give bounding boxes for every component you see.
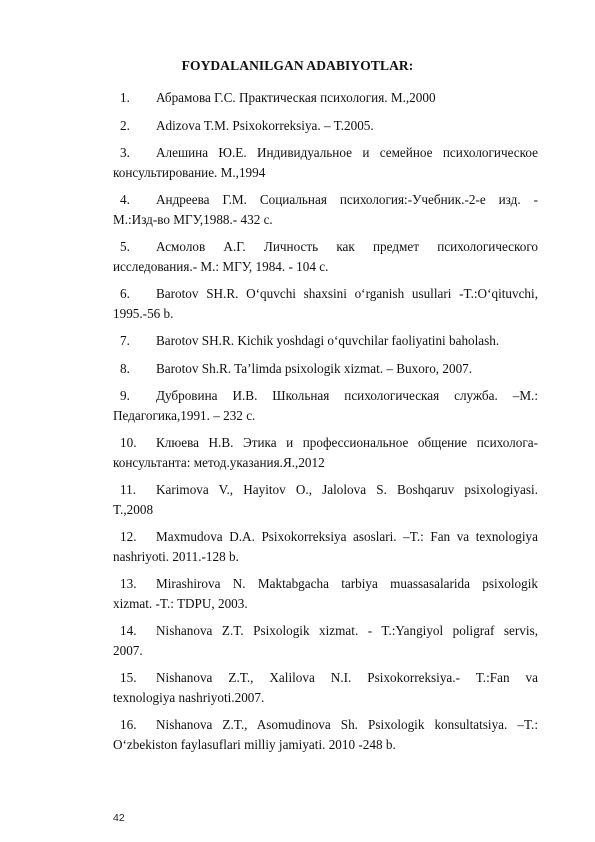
reference-text-continued: Педагогика,1991. – 232 с. xyxy=(113,407,256,423)
reference-number: 10. xyxy=(120,435,137,450)
reference-number: 15. xyxy=(120,670,137,685)
reference-number: 13. xyxy=(120,576,137,591)
reference-text-continued: nashriyoti. 2011.-128 b. xyxy=(113,548,239,564)
reference-item xyxy=(0,527,595,566)
reference-text-continued: texnologiya nashriyoti.2007. xyxy=(113,689,265,705)
reference-text: Barotov SH.R. O‘quvchi shaxsini o‘rganish usullari -T.:O‘qituvchi, xyxy=(156,286,538,301)
reference-number: 1. xyxy=(120,90,130,105)
reference-text: Nishanova Z.T., Asomudinova Sh. Psixologik konsultatsiya. –T.: xyxy=(156,717,538,732)
reference-item xyxy=(0,574,595,613)
reference-text-continued: 1995.-56 b. xyxy=(113,305,174,321)
reference-item xyxy=(0,480,595,519)
reference-text: Adizova T.M. Psixokorreksiya. – T.2005. xyxy=(156,117,374,133)
reference-item xyxy=(0,331,595,351)
reference-number: 4. xyxy=(120,192,130,207)
reference-text: Maxmudova D.A. Psixokorreksiya asoslari. –T.: Fan va texnologiya xyxy=(156,529,538,544)
reference-number: 12. xyxy=(120,529,137,544)
reference-text-continued: исследования.- М.: МГУ, 1984. - 104 с. xyxy=(113,258,329,274)
reference-item xyxy=(0,433,595,472)
reference-text: Karimova V., Hayitov O., Jalolova S. Boshqaruv psixologiyasi. xyxy=(156,482,538,497)
reference-number: 5. xyxy=(120,239,130,254)
reference-number: 2. xyxy=(120,117,130,133)
page-number: 42 xyxy=(113,812,125,824)
reference-text-continued: T.,2008 xyxy=(113,501,154,517)
reference-text-continued: 2007. xyxy=(113,642,143,658)
reference-text-continued: xizmat. -T.: TDPU, 2003. xyxy=(113,595,248,611)
reference-text-continued: O‘zbekiston faylasuflari milliy jamiyati. 2010 -248 b. xyxy=(113,736,396,752)
reference-text: Nishanova Z.T. Psixologik xizmat. - T.:Yangiyol poligraf servis, xyxy=(156,623,538,638)
page-title: FOYDALANILGAN ADABIYOTLAR: xyxy=(181,58,414,73)
reference-number: 6. xyxy=(120,286,130,301)
reference-item xyxy=(0,116,595,136)
reference-item xyxy=(0,715,595,754)
reference-text: Nishanova Z.T., Xalilova N.I. Psixokorreksiya.- T.:Fan va xyxy=(156,670,538,685)
reference-number: 7. xyxy=(120,333,130,348)
reference-text-continued: консультанта: метод.указания.Я.,2012 xyxy=(113,454,325,470)
reference-number: 14. xyxy=(120,623,137,638)
reference-text-continued: М.:Изд-во МГУ,1988.- 432 с. xyxy=(113,211,273,227)
reference-list xyxy=(0,88,595,762)
reference-text: Дубровина И.В. Школьная психологическая служба. –М.: xyxy=(156,388,538,403)
reference-item xyxy=(0,621,595,660)
reference-number: 11. xyxy=(120,482,136,497)
reference-item xyxy=(0,190,595,229)
reference-item xyxy=(0,88,595,108)
reference-text: Клюева Н.В. Этика и профессиональное общение психолога- xyxy=(156,435,538,450)
reference-item xyxy=(0,143,595,182)
reference-text: Асмолов А.Г. Личность как предмет психологического xyxy=(156,239,538,254)
reference-text: Barotov Sh.R. Ta’limda psixologik xizmat. – Buxoro, 2007. xyxy=(156,360,473,376)
reference-number: 9. xyxy=(120,388,130,403)
reference-item xyxy=(0,237,595,276)
reference-number: 8. xyxy=(120,360,130,376)
reference-item xyxy=(0,668,595,707)
reference-text: Алешина Ю.Е. Индивидуальное и семейное психологическое xyxy=(156,145,538,160)
reference-item xyxy=(0,386,595,425)
reference-text: Андреева Г.М. Социальная психология:-Учебник.-2-е изд. - xyxy=(156,192,538,207)
reference-number: 16. xyxy=(120,717,137,732)
reference-text: Barotov SH.R. Kichik yoshdagi o‘quvchilar faoliyatini baholash. xyxy=(156,333,500,348)
reference-text-continued: консультирование. М.,1994 xyxy=(113,164,266,180)
reference-item xyxy=(0,359,595,379)
reference-item xyxy=(0,284,595,323)
reference-number: 3. xyxy=(120,145,130,160)
reference-text: Mirashirova N. Maktabgacha tarbiya muassasalarida psixologik xyxy=(156,576,538,591)
reference-text: Абрамова Г.С. Практическая психология. М.,2000 xyxy=(156,90,436,105)
